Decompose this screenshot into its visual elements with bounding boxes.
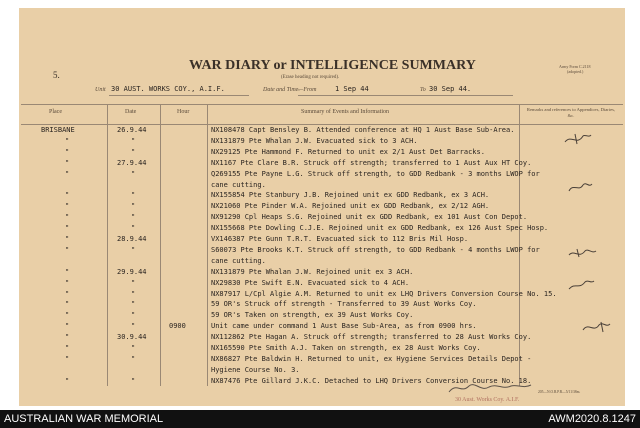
entry-text: NX29830 Pte Swift E.N. Evacuated sick to 4 ACH. (211, 278, 410, 287)
unit-stamp: 30 Aust. Works Coy. A.I.F. (455, 397, 520, 403)
entry-place: " (65, 158, 70, 167)
header-hour: Hour (177, 109, 190, 115)
entry-date: " (131, 224, 136, 233)
print-code: 205—N.O.R.P.R—5/11/38m. (538, 390, 581, 394)
entry-text: NX1167 Pte Clare B.R. Struck off strength; transferred to 1 Aust Aux HT Coy. (211, 158, 532, 167)
column-divider-hour (207, 104, 208, 386)
entry-place: " (65, 289, 70, 298)
initials-signature-3 (567, 246, 597, 260)
entry-text: NX155854 Pte Stanbury J.B. Rejoined unit ex GDD Redbank, ex 3 ACH. (211, 191, 490, 200)
army-form-sublabel: (adopted.) (567, 69, 584, 74)
entry-text: S60073 Pte Brooks K.T. Struck off strength, to GDD Redbank - 4 months LWOP for (211, 245, 540, 254)
entry-text: cane cutting. (211, 256, 266, 265)
entry-place: " (65, 267, 70, 276)
header-place: Place (49, 109, 62, 115)
entry-text: NX108478 Capt Bensley B. Attended conference at HQ 1 Aust Base Sub-Area. (211, 126, 515, 134)
entry-date: " (131, 344, 136, 352)
entry-date: 28.9.44 (117, 235, 147, 243)
to-label: To (420, 87, 426, 93)
entry-text: NX86827 Pte Baldwin H. Returned to unit, ex Hygiene Services Details Depot - (211, 354, 532, 363)
entry-text: NX131879 Pte Whalan J.W. Rejoined unit ex 3 ACH. (211, 267, 414, 276)
from-label: —From (298, 87, 317, 93)
commanding-officer-signature (447, 380, 533, 396)
entry-text: VX146387 Pte Gunn T.R.T. Evacuated sick to 112 Bris Mil Hosp. (211, 235, 469, 243)
entry-place: BRISBANE (41, 126, 75, 134)
header-date: Date (125, 109, 137, 115)
entry-place: " (65, 213, 70, 222)
entry-date: " (131, 191, 136, 200)
entry-place: " (65, 136, 70, 145)
header-summary: Summary of Events and Information (301, 109, 389, 115)
entry-hour: 0900 (169, 322, 186, 331)
unit-label: Unit (95, 87, 106, 93)
entry-date: " (131, 322, 136, 331)
entry-place: " (65, 311, 70, 320)
column-divider-place (107, 104, 108, 386)
unit-underline (109, 95, 249, 96)
entry-date: " (131, 311, 136, 320)
entry-place: " (65, 245, 70, 254)
header-remarks: Remarks and references to Appendices, Diaries, &c. (526, 107, 616, 118)
footer-bar (0, 410, 640, 428)
entry-text: 59 OR's Taken on strength, ex 39 Aust Works Coy. (211, 311, 414, 320)
entry-text: Unit came under command 1 Aust Base Sub-Area, as from 0900 hrs. (211, 322, 477, 331)
date-underline (298, 95, 513, 96)
document-title: WAR DIARY or INTELLIGENCE SUMMARY (189, 58, 476, 73)
entry-place: " (65, 202, 70, 211)
footer-accession-number: AWM2020.8.1247 (548, 413, 636, 425)
entry-text: NX87917 L/Cpl Algie A.M. Returned to unit ex LHQ Drivers Conversion Course No. 15. (211, 289, 557, 298)
entry-date: 30.9.44 (117, 333, 147, 342)
entry-text: NX112862 Pte Hagan A. Struck off strength; transferred to 28 Aust Works Coy. (211, 333, 532, 342)
entry-place: " (65, 147, 70, 156)
from-value: 1 Sep 44 (335, 85, 369, 93)
entry-date: " (131, 147, 136, 156)
entry-text: NX165590 Pte Smith A.J. Taken on strength, ex 28 Aust Works Coy. (211, 344, 481, 352)
entry-place: " (65, 278, 70, 287)
entry-date: " (131, 300, 136, 309)
unit-value: 30 AUST. WORKS COY., A.I.F. (111, 85, 225, 93)
entry-date: " (131, 376, 136, 385)
to-value: 30 Sep 44. (429, 85, 472, 93)
entry-place: " (65, 235, 70, 243)
entry-date: " (131, 245, 136, 254)
entry-text: NX29125 Pte Hammond F. Returned to unit ex 2/1 Aust Det Barracks. (211, 147, 485, 156)
entry-place: " (65, 300, 70, 309)
war-diary-sheet (19, 8, 625, 406)
entry-date: " (131, 202, 136, 211)
entry-place: " (65, 333, 70, 342)
entry-place: " (65, 191, 70, 200)
entry-date: 27.9.44 (117, 158, 147, 167)
entry-date: " (131, 354, 136, 363)
entry-date: " (131, 289, 136, 298)
entry-text: Hygiene Course No. 3. (211, 365, 300, 374)
entry-place: " (65, 354, 70, 363)
date-time-label: Date and Time. (263, 87, 300, 93)
entry-text: NX131879 Pte Whalan J.W. Evacuated sick to 3 ACH. (211, 136, 418, 145)
entry-text: 59 OR's Struck off strength - Transferred to 39 Aust Works Coy. (211, 300, 477, 309)
table-top-rule (21, 104, 623, 105)
column-divider-date (160, 104, 161, 386)
entry-place: " (65, 376, 70, 385)
initials-signature-1 (563, 132, 593, 146)
initials-signature-5 (581, 320, 611, 334)
entry-date: " (131, 278, 136, 287)
table-header-rule (21, 124, 623, 125)
document-subtitle: (Erase heading not required). (281, 75, 340, 80)
initials-signature-4 (567, 278, 595, 292)
entry-date: " (131, 213, 136, 222)
entry-place: " (65, 169, 70, 178)
entry-date: " (131, 136, 136, 145)
entry-text: cane cutting. (211, 180, 266, 189)
column-divider-summary (519, 104, 520, 386)
footer-institution: AUSTRALIAN WAR MEMORIAL (4, 413, 164, 425)
page-number: 5. (53, 70, 60, 80)
entry-date: " (131, 169, 136, 178)
entry-place: " (65, 344, 70, 352)
entry-date: 26.9.44 (117, 126, 147, 134)
entry-date: 29.9.44 (117, 267, 147, 276)
army-form-label: Army Form C.2118 (559, 64, 591, 69)
initials-signature-2 (567, 180, 593, 194)
entry-text: Q269155 Pte Payne L.G. Struck off strength, to GDD Redbank - 3 months LWOP for (211, 169, 540, 178)
entry-text: NX21060 Pte Pinder W.A. Rejoined unit ex GDD Redbank, ex 2/12 AGH. (211, 202, 490, 211)
entry-text: NX155668 Pte Dowling C.J.E. Rejoined unit ex GDD Redbank, ex 126 Aust Spec Hosp. (211, 224, 549, 233)
entry-text: NX91290 Cpl Heaps S.G. Rejoined unit ex GDD Redbank, ex 101 Aust Con Depot. (211, 213, 528, 222)
entry-text: NX87476 Pte Gillard J.K.C. Detached to LHQ Drivers Conversion Course No. 18. (211, 376, 532, 385)
entry-place: " (65, 322, 70, 331)
entry-place: " (65, 224, 70, 233)
